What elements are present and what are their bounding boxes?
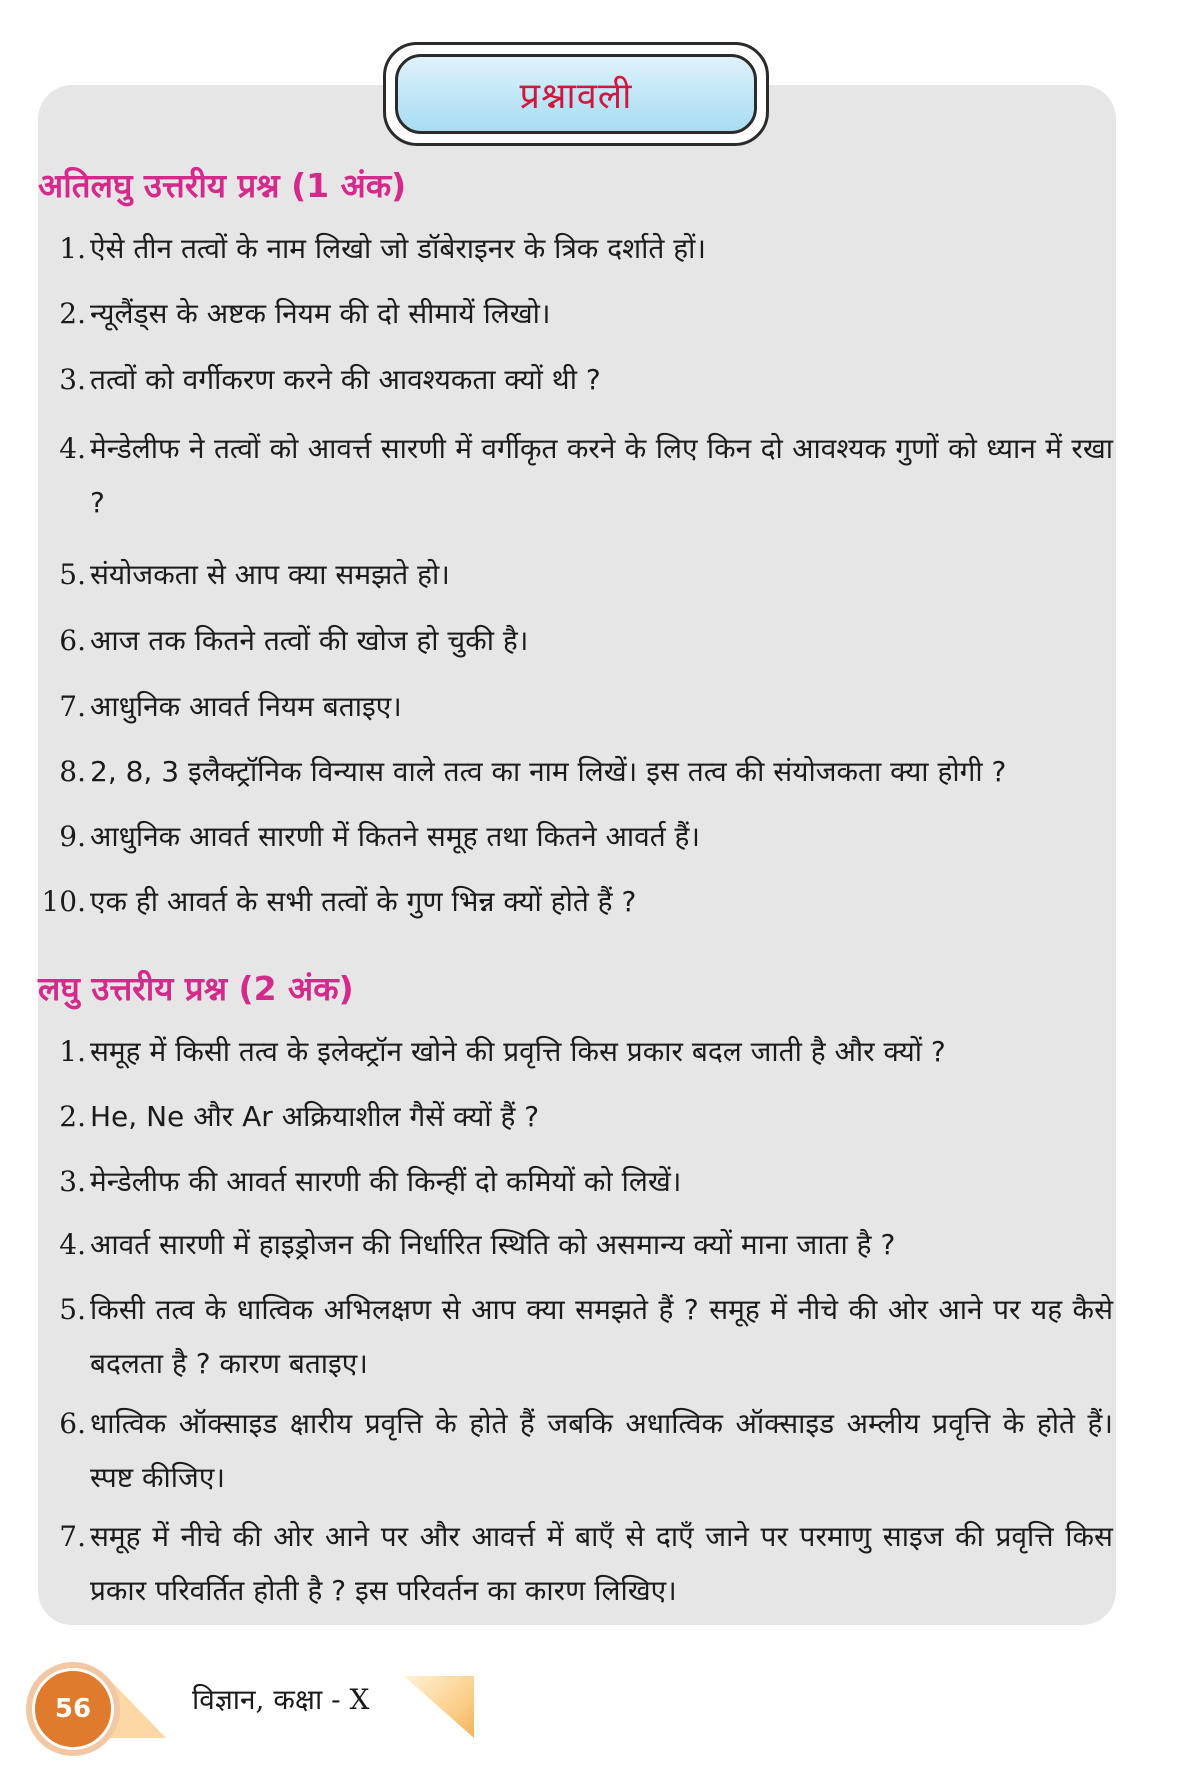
question-text: आज तक कितने तत्वों की खोज हो चुकी है। [90, 624, 529, 657]
question-text: समूह में नीचे की ओर आने पर और आवर्त्त में बाएँ से दाएँ जाने पर परमाणु साइज की प्रवृत्ति किस प्रकार परिवर्तित होती है ? इस परिवर्तन का कारण लिखिए। [90, 1520, 1113, 1607]
question-number: 8. [59, 755, 86, 788]
question-text: धात्विक ऑक्साइड क्षारीय प्रवृत्ति के होते हैं जबकि अधात्विक ऑक्साइड अम्लीय प्रवृत्ति के होते हैं। स्पष्ट कीजिए। [90, 1407, 1113, 1494]
question-text: आधुनिक आवर्त नियम बताइए। [90, 690, 402, 723]
question-text: तत्वों को वर्गीकरण करने की आवश्यकता क्यों थी ? [90, 363, 601, 396]
page-title: प्रश्नावली [519, 75, 633, 117]
question-text: मेन्डेलीफ ने तत्वों को आवर्त्त सारणी में वर्गीकृत करने के लिए किन दो आवश्यक गुणों को ध्यान में रखा ? [90, 432, 1113, 519]
question-number: 7. [59, 690, 86, 723]
question-number: 5. [59, 1293, 86, 1326]
question-item [38, 745, 1113, 799]
question-item [38, 1397, 1113, 1505]
question-text: न्यूलैंड्स के अष्टक नियम की दो सीमायें लिखो। [90, 297, 551, 330]
question-number: 10. [41, 885, 86, 918]
question-number: 6. [59, 624, 86, 657]
question-item [38, 287, 1113, 341]
question-item [38, 1025, 1113, 1079]
question-text: किसी तत्व के धात्विक अभिलक्षण से आप क्या समझते हैं ? समूह में नीचे की ओर आने पर यह कैसे बदलता है ? कारण बताइए। [90, 1293, 1113, 1380]
title-banner-inner [395, 54, 757, 134]
question-text: एक ही आवर्त के सभी तत्वों के गुण भिन्न क्यों होते हैं ? [90, 885, 637, 918]
book-label: विज्ञान, कक्षा - X [192, 1683, 370, 1716]
page-number: 56 [32, 1668, 114, 1750]
question-item [38, 1283, 1113, 1391]
question-number: 2. [59, 1100, 86, 1133]
footer-decoration-right [404, 1676, 474, 1738]
question-number: 4. [59, 432, 86, 465]
question-item [38, 548, 1113, 602]
question-number: 3. [59, 1165, 86, 1198]
question-item [38, 1510, 1113, 1618]
question-item [38, 1090, 1113, 1144]
question-item [38, 353, 1113, 407]
question-text: 2, 8, 3 इलैक्ट्रॉनिक विन्यास वाले तत्व का नाम लिखें। इस तत्व की संयोजकता क्या होगी ? [90, 755, 1007, 788]
section-heading-short: लघु उत्तरीय प्रश्न (2 अंक) [38, 969, 354, 1008]
question-item [38, 1218, 1113, 1272]
title-banner [383, 42, 769, 146]
question-item [38, 1155, 1113, 1209]
question-item [38, 875, 1113, 929]
question-text: समूह में किसी तत्व के इलेक्ट्रॉन खोने की प्रवृत्ति किस प्रकार बदल जाती है और क्यों ? [90, 1035, 946, 1068]
page-number-badge [26, 1662, 120, 1756]
question-item [38, 614, 1113, 668]
section-heading-very-short: अतिलघु उत्तरीय प्रश्न (1 अंक) [38, 166, 407, 205]
question-text: आवर्त सारणी में हाइड्रोजन की निर्धारित स्थिति को असमान्य क्यों माना जाता है ? [90, 1228, 896, 1261]
question-number: 4. [59, 1228, 86, 1261]
question-number: 6. [59, 1407, 86, 1440]
question-number: 5. [59, 558, 86, 591]
question-item [38, 222, 1113, 276]
question-text: ऐसे तीन तत्वों के नाम लिखो जो डॉबेराइनर के त्रिक दर्शाते हों। [90, 232, 706, 265]
question-number: 7. [59, 1520, 86, 1553]
question-item [38, 422, 1113, 530]
question-number: 9. [59, 820, 86, 853]
question-item [38, 680, 1113, 734]
question-number: 3. [59, 363, 86, 396]
question-number: 2. [59, 297, 86, 330]
question-text: संयोजकता से आप क्या समझते हो। [90, 558, 450, 591]
question-item [38, 810, 1113, 864]
question-text: He, Ne और Ar अक्रियाशील गैसें क्यों हैं ? [90, 1100, 540, 1133]
question-text: मेन्डेलीफ की आवर्त सारणी की किन्हीं दो कमियों को लिखें। [90, 1165, 682, 1198]
question-number: 1. [59, 232, 86, 265]
question-number: 1. [59, 1035, 86, 1068]
question-text: आधुनिक आवर्त सारणी में कितने समूह तथा कितने आवर्त हैं। [90, 820, 701, 853]
